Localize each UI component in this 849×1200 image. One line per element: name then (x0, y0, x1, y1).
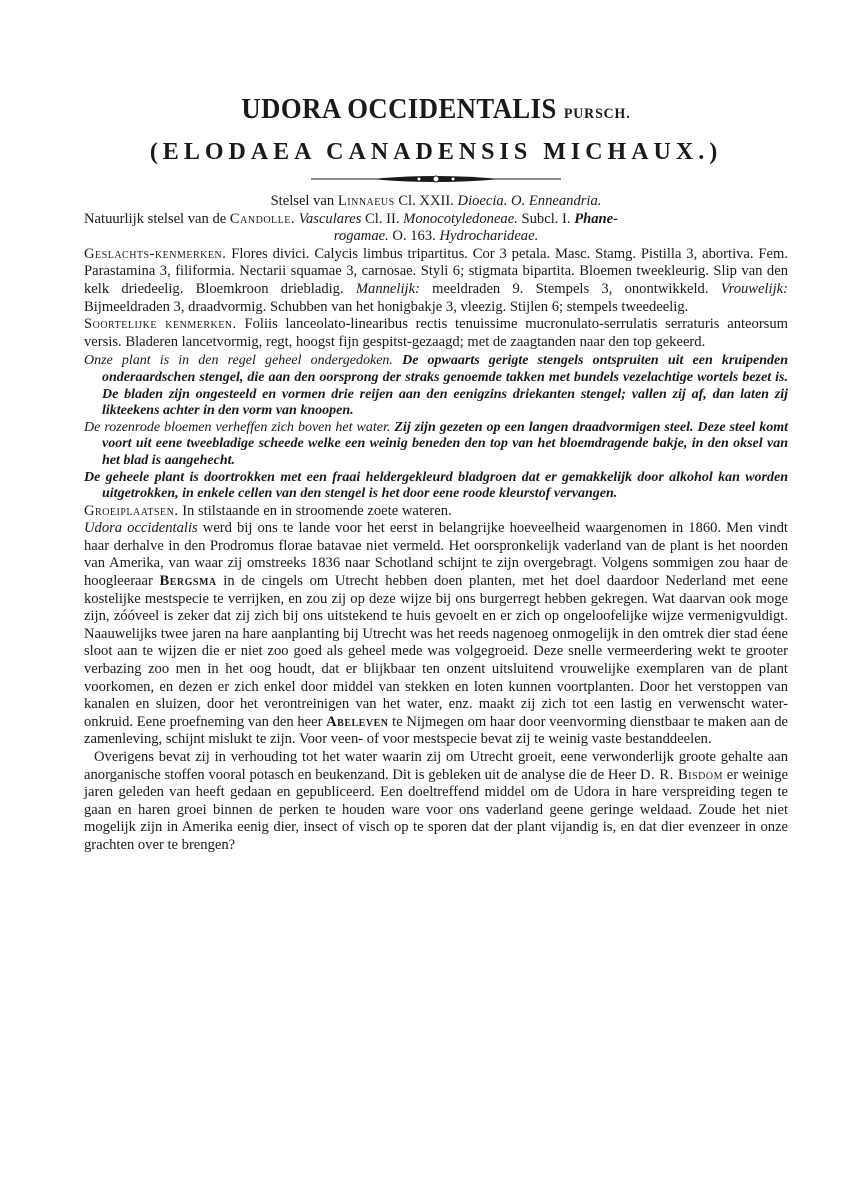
text-run: Bijmeeldraden 3, draadvormig. Schubben van het honigbakje 3, vleezig. Stijlen 6; stempels tweedeelig. (84, 298, 689, 315)
species-title (112, 92, 760, 131)
section-heading: Geslachts-kenmerken. (84, 245, 227, 262)
text-run: O. 163. (392, 228, 436, 245)
text-run: Vrouwelijk: (720, 280, 789, 297)
name-bergsma: Bergsma (159, 573, 217, 590)
species-author: PURSCH. (563, 106, 631, 122)
text-run: Phane- (574, 210, 619, 227)
text-run: Natuurlijk stelsel van de (84, 210, 227, 227)
text-run: Zij zijn gezeten op een langen draadvormigen steel. (394, 419, 694, 435)
name-abeleven: Abeleven (326, 713, 389, 730)
text-run: Vasculares (298, 210, 362, 227)
habitat (84, 503, 788, 521)
classification-natural (84, 211, 788, 229)
decorative-rule (84, 173, 788, 185)
text-run: Hydrocharideae. (439, 228, 539, 245)
text-run: Udora occidentalis (84, 520, 198, 537)
synonym-title: (ELODAEA CANADENSIS MICHAUX.) (149, 139, 723, 165)
text-run: Bladeren lancetvormig, regt, hoogst fijn gespitst-gezaagd; met de zaagtanden naar den top gekeerd. (125, 333, 706, 350)
text-run: Deze steel komt voort uit eene tweebladige scheede welke een weinig beneden den top van het bloemdragende bakje, in den oksel van het blad is aangehecht. (102, 419, 788, 468)
text-run: er weinige jaren geleden van heeft gedaan en gepubliceerd. Een doeltreffend middel om de Udora in hare verspreiding tegen te gaan en haren groei binnen de perken te houden ware voor ons vaderland geene geringe weldaad. Zoude het niet mogelijk zijn in Amerika eenig dier, insect of visch op te sporen dat der plant vijandig is, en dat dier evenzeer in onze grachten over te brengen? (84, 766, 789, 853)
classification-natural-cont (84, 228, 788, 246)
text-run: Foliis lanceolato-linearibus rectis tenuissime mucronulato-serrulatis serraturis anteorsum versis. (84, 316, 789, 350)
text-run: meeldraden 9. Stempels 3, onontwikkeld. (432, 280, 709, 297)
species-name: UDORA OCCIDENTALIS (241, 93, 557, 125)
text-run: Overigens bevat zij in verhouding tot het water waarin zij om Utrecht groeit, eene verwonderlijk groote gehalte aan anorganische stoffen vooral potasch en beukenzand. Dit is gebleken uit de analyse die de Heer (84, 749, 788, 783)
text-run: De geheele plant is doortrokken met een fraai heldergekleurd bladgroen dat er gemakkelijk door alkohol kan worden uitgetrokken, in enkele cellen van den stengel is het door eene roode kleurstof vervangen. (84, 469, 788, 502)
text-run: De bladen zijn ongesteeld en vormen drie reijen aan den eenigzins driekanten stengel; vallen zij af, dan laten zij likteekens achter in den vorm van knoopen. (102, 386, 788, 419)
text-run: Cl. II. (365, 210, 400, 227)
note-paragraph (84, 353, 788, 419)
name-bisdom: D. R. Bisdom (639, 766, 723, 783)
text-run: rogamae. (333, 228, 389, 245)
genus-characters (84, 246, 788, 316)
species-characters (84, 316, 788, 351)
document-page (84, 92, 788, 855)
text-run: De opwaarts gerigte stengels ontspruiten uit een kruipenden onderaardschen stengel, die aan den oorsprong der straks genoemde takken met bundels vezelachtige wortels bezet is. (102, 353, 788, 385)
text-run: Stelsel van (270, 193, 335, 209)
text-run: Mannelijk: (355, 280, 420, 297)
text-run: Onze plant is in den regel geheel ondergedoken. (84, 353, 393, 369)
text-run: Flores divici. Calycis limbus tripartitus. Cor 3 petala. Masc. Stamg. Pistilla 3, abortiva. Fem. Parastamina 3, filiformia. Nectarii squamae 3, carnosae. Styli 6; stigmata bipartita. (84, 245, 788, 280)
name-candolle: Candolle. (229, 210, 296, 227)
text-run: Monocotyledoneae. (403, 210, 518, 227)
body-paragraph-1 (84, 520, 788, 749)
text-run: Dioecia. O. Enneandria. (457, 193, 602, 209)
note-paragraph (84, 420, 788, 470)
text-run: Cl. XXII. (398, 193, 454, 209)
section-heading: Groeiplaatsen. (84, 502, 179, 519)
text-run: werd bij ons te lande voor het eerst in belangrijke hoeveelheid waargenomen in 1860. Men vindt haar derhalve in den Prodromus florae batavae niet vermeld. Het oorspronkelijk vaderland van de plant is het noorden van Amerika, van waar zij omstreeks 1836 naar Schotland schijnt te zijn overgebragt. Volgens sommigen zou haar de hoogleeraar (84, 520, 788, 590)
text-run: Bloemen tweekleurig. Slip van den kelk driedeelig. Bloemkroon driebladig. (84, 263, 788, 297)
section-heading: Soortelijke kenmerken. (84, 316, 237, 333)
body-paragraph-2 (84, 749, 788, 855)
note-paragraph (84, 470, 788, 503)
text-run: in de cingels om Utrecht hebben doen planten, met het doel daardoor Nederland met eene kostelijke mestspecie te verrijken, en zou zij op deze wijze bij ons burgerregt hebben gekregen. Wat daarvan ook moge zijn, zóóveel is zeker dat zij zich bij ons uitstekend te huis gevoelt en er zich op ongeloofelijke wijze vermenigvuldigt. Naauwelijks twee jaren na hare aanplanting bij Utrecht was het reeds nagenoeg onmogelijk in den omtrek dier stad éene sloot aan te wijzen die er niet zoo goed als geheel mede was volgegroeid. Deze snelle vermeerdering wekt te grooter verbazing zoo men in het oog houdt, dat er blijkbaar ten onzent uitsluitend vrouwelijke exemplaren van de plant voorkomen, en dezen er zich enkel door middel van stekken en loten kunnen voortplanten. Door het verstoppen van kanalen en sluizen, door het verontreinigen van het water, enz. maakt zij zich tot een lastig en verwenscht water-onkruid. Eene proefneming van den heer (84, 573, 788, 730)
text-run: In stilstaande en in stroomende zoete wateren. (182, 502, 452, 519)
text-run: te Nijmegen om haar door veenvorming dienstbaar te maken aan de zamenleving, schijnt mislukt te zijn. Voor veen- of voor mestspecie bevat zij te weinig vaste bestanddeelen. (84, 713, 788, 748)
description-notes (84, 353, 788, 502)
name-linnaeus: Linnaeus (337, 193, 395, 209)
text-run: Subcl. I. (521, 210, 571, 227)
classification-linnaeus (84, 193, 788, 211)
text-run: De rozenrode bloemen verheffen zich boven het water. (84, 419, 391, 435)
